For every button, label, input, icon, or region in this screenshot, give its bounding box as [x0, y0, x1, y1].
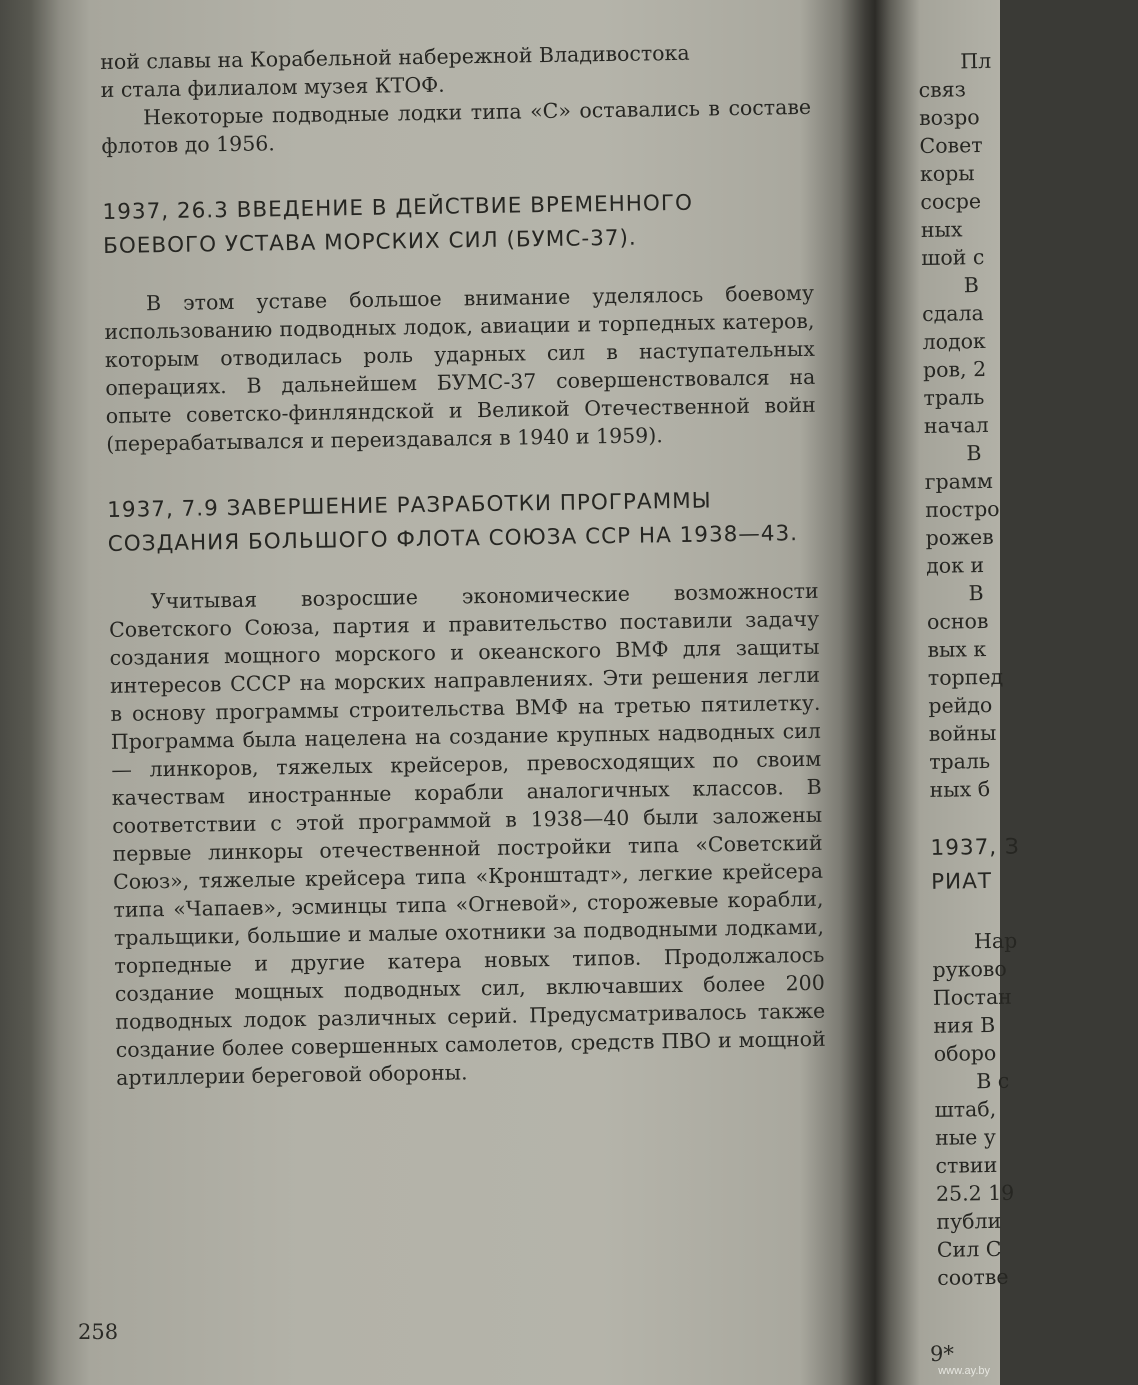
right-line: рейдо [928, 692, 993, 718]
right-line: связ [918, 77, 966, 102]
right-line: ных б [929, 776, 991, 802]
right-line: сдала [921, 301, 984, 326]
section-heading-program: 1937, 7.9 ЗАВЕРШЕНИЕ РАЗРАБОТКИ ПРОГРАММЫ СОЗДАНИЯ БОЛЬШОГО ФЛОТА СОЮЗА ССР НА 1938—43. [107, 488, 799, 557]
right-line: вых к [927, 637, 987, 662]
right-heading: 1937, З [930, 834, 1020, 861]
right-line: сосре [920, 189, 982, 214]
right-line: Пл [960, 48, 992, 74]
right-line: 25.2 19 [935, 1180, 1015, 1206]
right-line: траль [923, 385, 985, 410]
paragraph-bums: В этом уставе большое внимание уделялось боевому использованию подводных лодок, авиации и торпедных катеров, которым отводилась роль ударных сил в наступательных операциях. В дальнейшем БУМС-37 совершенствовался на опыте советско-финляндской и Великой Отечественной войн (перерабатывался и переиздавался в 1940 и 1959). [104, 280, 816, 456]
right-line: ные у [934, 1124, 997, 1150]
right-line: штаб, [934, 1096, 997, 1122]
page-number-left: 258 [78, 1320, 119, 1344]
right-line: грамм [924, 468, 993, 494]
right-line: войны [928, 720, 997, 746]
right-line: коры [919, 161, 975, 186]
right-line: док и [925, 553, 985, 578]
right-line: Постан [932, 984, 1013, 1010]
section-heading-bums: 1937, 26.3 ВВЕДЕНИЕ В ДЕЙСТВИЕ ВРЕМЕННОГО БОЕВОГО УСТАВА МОРСКИХ СИЛ (БУМС-37). [102, 190, 694, 259]
right-line: Совет [919, 132, 983, 158]
page-number-right: 9* [930, 1342, 954, 1366]
paragraph-program: Учитывая возросшие экономические возможности Советского Союза, партия и правительство поставили задачу создания мощного морского и океанского ВМФ для защиты интересов СССР на морских направлениях. Эти решения легли в основу программы строительства ВМФ на третью пятилетку. Программа была нацелена на создание крупных надводных сил — линкоров, тяжелых крейсеров, превосходящих по своим качествам иностранные корабли аналогичных классов. В соответствии с этой программой в 1938—40 были заложены первые линкоры отечественной постройки типа «Советский Союз», тяжелые крейсера типа «Кронштадт», легкие крейсера типа «Чапаев», эсминцы типа «Огневой», сторожевые корабли, тральщики, большие и малые охотники за подводными лодками, торпедные и другие катера новых типов. Продолжалось создание мощных подводных сил, включавших более 200 подводных лодок различных серий. Предусматривалось также создание более совершенных самолетов, средств ПВО и мощной артиллерии береговой обороны. [108, 578, 826, 1090]
right-line: постро [925, 496, 1000, 522]
paragraph-submarines: Некоторые подводные лодки типа «С» оставались в составе флотов до 1956. [101, 94, 812, 158]
right-line: начал [923, 412, 989, 438]
right-line: возро [918, 105, 980, 130]
right-line: Сил С [936, 1236, 1002, 1262]
right-line: лодок [922, 328, 986, 354]
right-line: В с [976, 1068, 1010, 1094]
right-line: соотве [937, 1264, 1009, 1290]
right-page-text [918, 45, 1138, 1292]
right-line: ных [920, 217, 963, 242]
right-heading: РИАТ [930, 868, 993, 895]
right-line: ров, 2 [922, 356, 987, 382]
right-line: руково [932, 956, 1007, 982]
right-line: Нар [973, 928, 1018, 954]
right-line: В [963, 273, 979, 298]
right-line: шой с [921, 244, 985, 270]
right-line: основ [926, 608, 989, 634]
right-line: ния В [933, 1012, 996, 1038]
top-line: и стала филиалом музея КТОФ. [100, 72, 445, 102]
right-line: торпед [927, 664, 1004, 690]
right-line: публи [936, 1208, 1002, 1234]
right-line: В [966, 441, 982, 466]
right-line: рожев [925, 524, 994, 550]
right-line: траль [929, 748, 991, 774]
watermark: www.ay.by [938, 1365, 990, 1377]
right-line: оборо [933, 1040, 997, 1066]
top-line: ной славы на Корабельной набережной Владивостока [100, 40, 690, 74]
right-page [878, 0, 1020, 1385]
right-line: В [968, 581, 984, 606]
left-page-text [100, 37, 826, 1092]
right-line: ствии [935, 1152, 998, 1178]
